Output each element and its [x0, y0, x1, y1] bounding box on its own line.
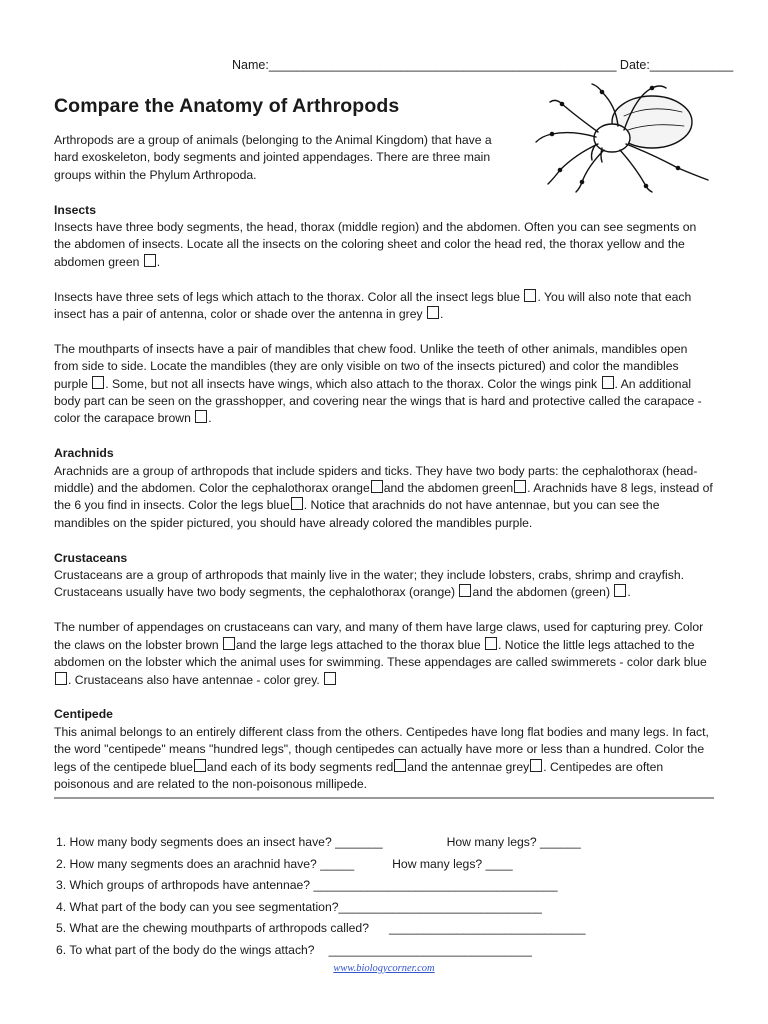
centipede-heading: Centipede: [54, 707, 113, 722]
abdomen-green-checkbox[interactable]: [144, 254, 156, 267]
crustaceans-text: . Notice the little legs attached to the abdomen on the lobster which the animal uses for swimming. These appendages are called swimmerets - color dark blue: [54, 637, 707, 670]
crustaceans-text: .: [627, 585, 631, 600]
question-text: 2. How many segments does an arachnid have? _____: [56, 856, 355, 871]
claws-brown-checkbox[interactable]: [223, 637, 235, 650]
cephalothorax-orange-checkbox[interactable]: [371, 480, 383, 493]
question-extra: _____________________________: [389, 921, 586, 936]
question-extra: How many legs? ______: [446, 835, 581, 849]
wings-pink-checkbox[interactable]: [602, 376, 614, 389]
centipede-text: . Centipedes are often poisonous and are related to the non-poisonous millipede.: [54, 759, 664, 791]
page-title: Compare the Anatomy of Arthropods: [54, 95, 400, 117]
antennae-grey-checkbox[interactable]: [324, 672, 336, 685]
centipede-paragraph: [54, 724, 714, 794]
crustaceans-paragraph-1: [54, 567, 714, 602]
question-text: 1. How many body segments does an insect have? _______: [56, 835, 383, 849]
crustaceans-heading: Crustaceans: [54, 550, 128, 565]
centipede-antennae-grey-checkbox[interactable]: [530, 759, 542, 772]
question-extra: How many legs? ____: [392, 856, 513, 871]
antenna-grey-checkbox[interactable]: [427, 306, 439, 319]
question-item[interactable]: [56, 875, 716, 897]
centipede-text: This animal belongs to an entirely different class from the others. Centipedes have long flat bodies and many legs. In fact, the word "centipede" means "hundred legs", though centipedes can actually have more or less than a hundred. Color the legs of the centipede blue: [54, 724, 709, 774]
arachnids-text: and the abdomen green: [383, 481, 514, 496]
date-blank[interactable]: ____________: [649, 58, 734, 72]
insects-text: . You will also note that each insect has a pair of antenna, color or shade over the antenna in grey: [54, 289, 692, 322]
date-label: Date:: [619, 58, 650, 72]
name-blank[interactable]: __________________________________________________: [268, 58, 617, 72]
insects-paragraph-3: [54, 341, 714, 428]
insects-text: Insects have three body segments, the head, thorax (middle region) and the abdomen. Often you can see segments on the abdomen of insects. Locate all the insects on the coloring sheet and color the head red, the thorax yellow and the abdomen green: [54, 220, 697, 269]
crustaceans-text: . Crustaceans also have antennae - color grey.: [68, 672, 320, 687]
intro-paragraph: Arthropods are a group of animals (belonging to the Animal Kingdom) that have a hard exoskeleton, body segments and jointed appendages. There are three main groups within the Phylum Arthropoda.: [54, 133, 492, 182]
question-text: 3. Which groups of arthropods have antennae? ____________________________________: [56, 878, 558, 893]
question-item[interactable]: [56, 918, 716, 940]
thorax-legs-blue-checkbox[interactable]: [485, 637, 497, 650]
centipede-text: and the antennae grey: [407, 759, 530, 774]
footer-link[interactable]: www.biologycorner.com: [333, 963, 435, 974]
arachnids-text: Arachnids are a group of arthropods that include spiders and ticks. They have two body parts: the cephalothorax (head-middle) and the abdomen. Color the cephalothorax orange: [54, 463, 698, 496]
crustaceans-text: and the abdomen (green): [472, 585, 611, 600]
insects-text: .: [208, 411, 212, 426]
insects-text: .: [439, 307, 444, 322]
arachnids-heading: Arachnids: [54, 446, 114, 461]
question-item[interactable]: [56, 854, 716, 876]
centipede-legs-blue-checkbox[interactable]: [194, 759, 206, 772]
centipede-text: and each of its body segments red: [206, 759, 394, 774]
crustacean-abdomen-checkbox[interactable]: [614, 584, 626, 597]
insects-paragraph-2: [54, 289, 714, 324]
question-list: [56, 832, 716, 962]
question-item[interactable]: [56, 940, 716, 962]
insects-text: Insects have three sets of legs which attach to the thorax. Color all the insect legs blue: [54, 289, 521, 304]
question-item[interactable]: [56, 897, 716, 919]
crustaceans-text: and the large legs attached to the thorax blue: [236, 637, 481, 652]
crustaceans-text: Crustaceans are a group of arthropods that mainly live in the water; they include lobsters, crabs, shrimp and crayfish. Crustaceans usually have two body segments, the cephalothorax (orange): [54, 568, 684, 600]
insects-text: . An additional body part can be seen on the grasshopper, and covering near the wings that is hard and protective called the carapace - color the carapace brown: [54, 376, 702, 426]
legs-blue-checkbox[interactable]: [524, 289, 536, 302]
insects-text: .: [156, 254, 161, 269]
crustacean-cephalothorax-checkbox[interactable]: [459, 584, 471, 597]
question-extra: ______________________________: [328, 942, 532, 957]
crustaceans-text: The number of appendages on crustaceans can vary, and many of them have large claws, used for capturing prey. Color the claws on the lobster brown: [54, 620, 704, 652]
insects-text: . Some, but not all insects have wings, which also attach to the thorax. Color the wings pink: [105, 376, 598, 391]
question-text: 4. What part of the body can you see segmentation?______________________________: [56, 899, 542, 914]
insects-paragraph-1: [54, 219, 714, 271]
section-divider: [54, 797, 714, 799]
worksheet-body: [54, 132, 714, 793]
arachnids-paragraph: [54, 463, 714, 533]
swimmerets-dark-blue-checkbox[interactable]: [55, 672, 67, 685]
carapace-brown-checkbox[interactable]: [195, 410, 207, 423]
insects-text: The mouthparts of insects have a pair of mandibles that chew food. Unlike the teeth of other animals, mandibles open from side to side. Locate the mandibles (they are only visible on two of the insects pictured) and color the mandibles purple: [54, 341, 688, 391]
mandibles-purple-checkbox[interactable]: [92, 376, 104, 389]
arachnid-legs-blue-checkbox[interactable]: [291, 497, 303, 510]
name-label: Name:: [232, 58, 269, 72]
arachnids-text: . Notice that arachnids do not have antennae, but you can see the mandibles on the spider pictured, you should have already colored the mandibles purple.: [54, 498, 660, 530]
question-item[interactable]: [56, 832, 716, 854]
crustaceans-paragraph-2: [54, 619, 714, 689]
centipede-segments-red-checkbox[interactable]: [394, 759, 406, 772]
arachnid-abdomen-green-checkbox[interactable]: [514, 480, 526, 493]
arachnids-text: . Arachnids have 8 legs, instead of the 6 you find in insects. Color the legs blue: [54, 481, 713, 513]
question-text: 5. What are the chewing mouthparts of arthropods called?: [56, 921, 369, 936]
question-text: 6. To what part of the body do the wings attach?: [56, 942, 315, 957]
insects-heading: Insects: [54, 202, 97, 217]
name-date-line: [232, 58, 733, 72]
